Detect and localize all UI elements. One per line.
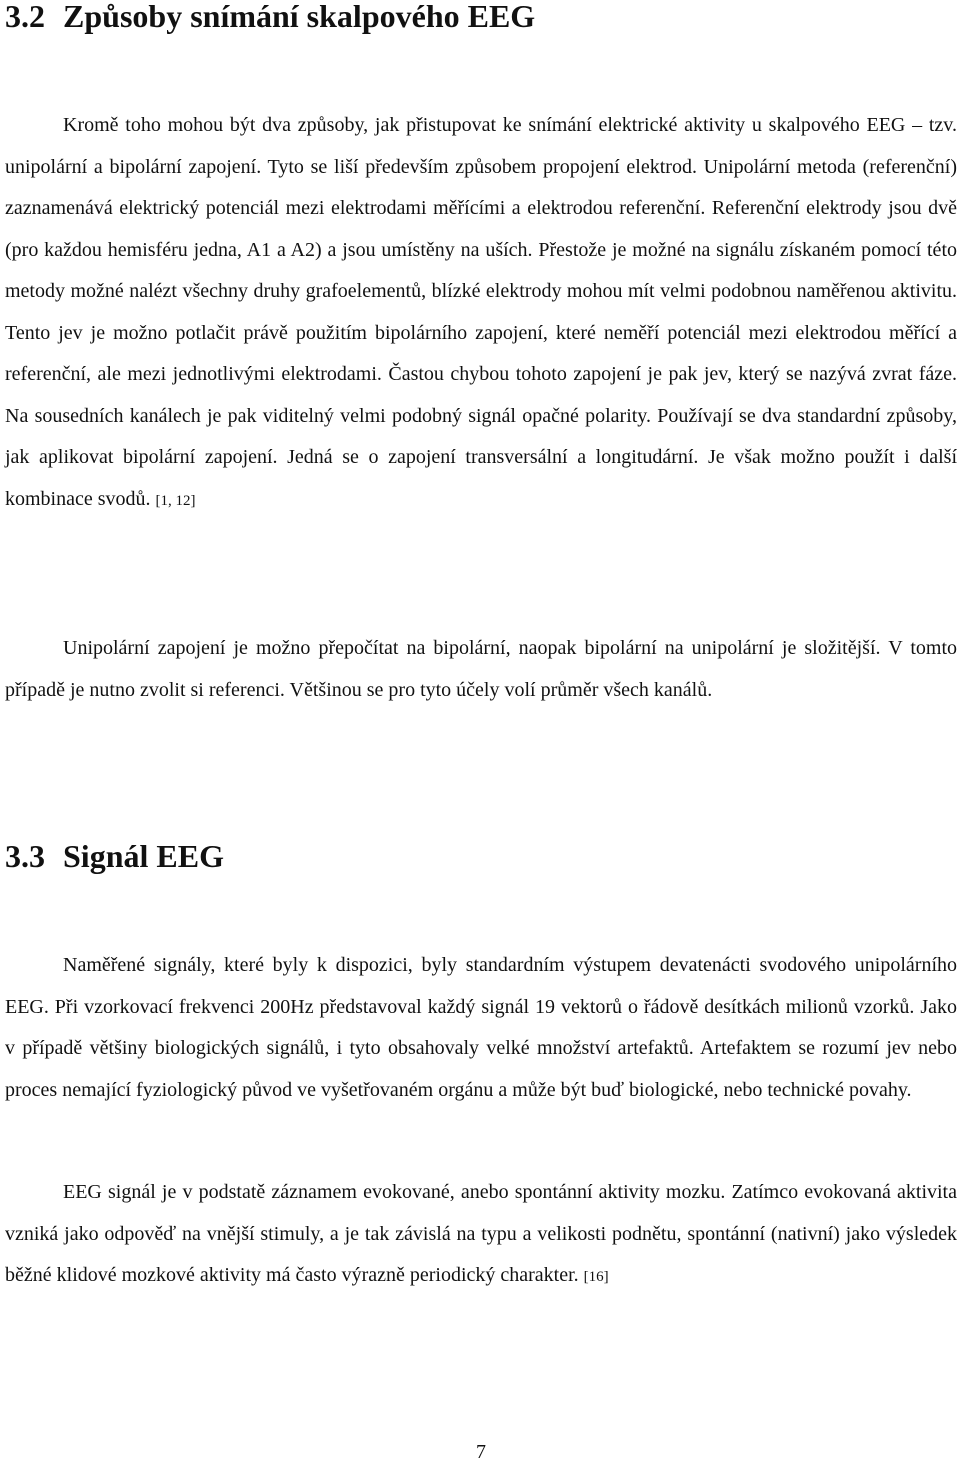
citation: [16]: [583, 1269, 609, 1285]
section-number: 3.3: [5, 838, 45, 874]
paragraph-text: Kromě toho mohou být dva způsoby, jak přistupovat ke snímání elektrické aktivity u skalpového EEG – tzv. unipolární a bipolární zapojení. Tyto se liší především způsobem propojení elektrod. Unipolární metoda (referenční) zaznamenává elektrický potenciál mezi elektrodami měřícími a elektrodou referenční. Referenční elektrody jsou dvě (pro každou hemisféru jedna, A1 a A2) a jsou umístěny na uších. Přestože je možné na signálu získaném pomocí této metody možné nalézt všechny druhy grafoelementů, blízké elektrody mohou mít velmi podobnou naměřenou aktivitu. Tento jev je možno potlačit právě použitím bipolárního zapojení, které neměří potenciál mezi elektrodou měřící a referenční, ale mezi jednotlivými elektrodami. Častou chybou tohoto zapojení je pak jev, který se nazývá zvrat fáze. Na sousedních kanálech je pak viditelný velmi podobný signál opačné polarity. Používají se dva standardní způsoby, jak aplikovat bipolární zapojení. Jedná se o zapojení transversální a longitudární. Je však možno použít i další kombinace svodů.: [5, 114, 957, 510]
section-title: Způsoby snímání skalpového EEG: [63, 0, 536, 34]
section-heading-3-2: [5, 0, 535, 34]
paragraph-text: EEG signál je v podstatě záznamem evokované, anebo spontánní aktivity mozku. Zatímco evokovaná aktivita vzniká jako odpověď na vnější stimuly, a je tak závislá na typu a velikosti podnětu, spontánní (nativní) jako výsledek běžné klidové mozkové aktivity má často výrazně periodický charakter.: [5, 1181, 957, 1286]
section-number: 3.2: [5, 0, 45, 34]
document-page: [5, 0, 957, 1465]
paragraph: [5, 945, 957, 1111]
section-heading-3-3: [5, 838, 224, 874]
page-number: 7: [476, 1441, 486, 1463]
paragraph-text: Unipolární zapojení je možno přepočítat na bipolární, naopak bipolární na unipolární je složitější. V tomto případě je nutno zvolit si referenci. Většinou se pro tyto účely volí průměr všech kanálů.: [5, 637, 957, 701]
paragraph-text: Naměřené signály, které byly k dispozici, byly standardním výstupem devatenácti svodového unipolárního EEG. Při vzorkovací frekvenci 200Hz představoval každý signál 19 vektorů o řádově desítkách milionů vzorků. Jako v případě většiny biologických signálů, i tyto obsahovaly velké množství artefaktů. Artefaktem se rozumí jev nebo proces nemající fyziologický původ ve vyšetřovaném orgánu a může být buď biologické, nebo technické povahy.: [5, 954, 957, 1101]
citation: [1, 12]: [155, 492, 196, 509]
paragraph: [5, 105, 957, 522]
paragraph: [5, 1172, 957, 1299]
section-title: Signál EEG: [63, 838, 224, 874]
paragraph: [5, 628, 957, 711]
